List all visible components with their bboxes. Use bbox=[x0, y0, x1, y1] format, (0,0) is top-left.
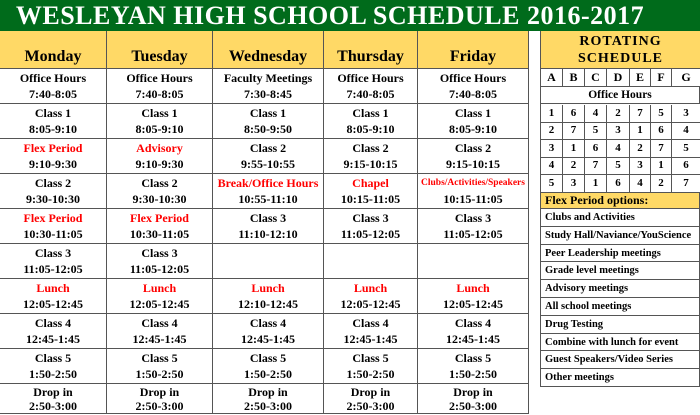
period-time: 11:05-12:05 bbox=[443, 227, 503, 241]
rotating-title-line2: SCHEDULE bbox=[577, 51, 664, 66]
rotation-cell: 1 bbox=[585, 175, 607, 193]
schedule-cell bbox=[324, 209, 418, 244]
period-label: Class 4 bbox=[249, 316, 287, 330]
page-title: WESLEYAN HIGH SCHOOL SCHEDULE 2016-2017 bbox=[0, 0, 700, 31]
flex-option-item: Clubs and Activities bbox=[541, 209, 700, 227]
schedule-cell bbox=[213, 209, 324, 244]
schedule-cell bbox=[324, 104, 418, 139]
period-label: Class 2 bbox=[454, 141, 492, 155]
rotation-cell: 5 bbox=[672, 140, 700, 158]
period-time: 10:15-11:05 bbox=[340, 192, 401, 206]
schedule-cell bbox=[324, 279, 418, 314]
rotation-cell: 7 bbox=[651, 140, 672, 158]
period-label: Class 3 bbox=[454, 211, 492, 225]
period-label: Flex Period bbox=[23, 211, 83, 225]
rotation-cell: 2 bbox=[563, 157, 585, 175]
day-header-tuesday: Tuesday bbox=[107, 31, 213, 69]
schedule-cell bbox=[213, 244, 324, 279]
period-time: 1:50-2:50 bbox=[244, 367, 292, 381]
rotation-cell: 4 bbox=[541, 157, 563, 175]
rotation-row bbox=[541, 140, 700, 158]
schedule-cell bbox=[107, 279, 213, 314]
flex-option-item: Peer Leadership meetings bbox=[541, 245, 700, 263]
rotation-cell: 5 bbox=[585, 122, 607, 140]
schedule-cell bbox=[107, 139, 213, 174]
rotation-cell: 4 bbox=[607, 140, 630, 158]
schedule-cell bbox=[0, 174, 107, 209]
period-label: Class 4 bbox=[141, 316, 178, 330]
period-time: 9:15-10:15 bbox=[446, 157, 500, 171]
rotation-cell: 4 bbox=[672, 122, 700, 140]
schedule-cell bbox=[324, 314, 418, 349]
period-label: Class 5 bbox=[34, 351, 72, 365]
period-time: 11:05-12:05 bbox=[23, 262, 83, 276]
period-time: 12:05-12:45 bbox=[340, 297, 401, 311]
period-label: Faculty Meetings bbox=[223, 71, 313, 85]
period-time: 12:10-12:45 bbox=[238, 297, 298, 311]
rotation-cell: 2 bbox=[607, 105, 630, 123]
period-time: 8:05-9:10 bbox=[135, 122, 184, 136]
period-label: Drop in bbox=[453, 385, 493, 399]
rotation-cell: 1 bbox=[563, 140, 585, 158]
schedule-cell bbox=[0, 244, 107, 279]
period-time: 7:30-8:45 bbox=[244, 87, 292, 101]
flex-option-item: Advisory meetings bbox=[541, 280, 700, 298]
day-header-monday: Monday bbox=[0, 31, 107, 69]
schedule-cell bbox=[324, 244, 418, 279]
period-time: 9:30-10:30 bbox=[26, 192, 80, 206]
period-time: 7:40-8:05 bbox=[29, 87, 77, 101]
period-time: 12:45-1:45 bbox=[241, 332, 295, 346]
period-time: 2:50-3:00 bbox=[135, 399, 184, 413]
period-time: 10:55-11:10 bbox=[238, 192, 298, 206]
rotation-cell: 4 bbox=[585, 105, 607, 123]
day-header-thursday: Thursday bbox=[324, 31, 418, 69]
flex-option-item: Other meetings bbox=[541, 369, 700, 387]
flex-option-item: Drug Testing bbox=[541, 316, 700, 334]
period-time: 12:45-1:45 bbox=[132, 332, 187, 346]
rotation-cell: 2 bbox=[630, 140, 651, 158]
rotation-cell: 3 bbox=[563, 175, 585, 193]
rotation-cell: 6 bbox=[585, 140, 607, 158]
schedule-cell bbox=[418, 314, 529, 349]
period-label: Drop in bbox=[33, 385, 73, 399]
period-label: Flex Period bbox=[23, 141, 83, 155]
schedule-cell bbox=[418, 139, 529, 174]
period-time: 9:30-10:30 bbox=[132, 192, 187, 206]
schedule-cell bbox=[324, 174, 418, 209]
period-time: 10:30-11:05 bbox=[23, 227, 83, 241]
period-label: Drop in bbox=[350, 385, 391, 399]
flex-option-item: Combine with lunch for event bbox=[541, 334, 700, 352]
rotation-letters-row bbox=[541, 69, 700, 87]
rotation-cell: 4 bbox=[630, 175, 651, 193]
rotation-letter: B bbox=[563, 69, 585, 87]
period-label: Drop in bbox=[248, 385, 288, 399]
period-label: Class 3 bbox=[141, 246, 178, 260]
period-time: 7:40-8:05 bbox=[449, 87, 497, 101]
period-label: Class 1 bbox=[249, 106, 287, 120]
office-hours-row: Office Hours bbox=[541, 87, 700, 104]
flex-option-item: Study Hall/Naviance/YouScience bbox=[541, 227, 700, 245]
rotation-row bbox=[541, 122, 700, 140]
period-label: Class 3 bbox=[249, 211, 287, 225]
period-label: Class 2 bbox=[352, 141, 389, 155]
flex-options-header: Flex Period options: bbox=[541, 192, 700, 209]
period-time: 7:40-8:05 bbox=[346, 87, 395, 101]
period-time: 2:50-3:00 bbox=[346, 399, 395, 413]
period-label: Class 5 bbox=[141, 351, 178, 365]
period-label: Break/Office Hours bbox=[217, 176, 319, 190]
schedule-cell bbox=[107, 69, 213, 104]
schedule-cell bbox=[213, 139, 324, 174]
period-time: 2:50-3:00 bbox=[29, 399, 77, 413]
period-label: Office Hours bbox=[19, 71, 87, 85]
schedule-cell bbox=[107, 174, 213, 209]
schedule-cell bbox=[213, 349, 324, 384]
period-label: Class 1 bbox=[34, 106, 72, 120]
schedule-cell bbox=[418, 384, 529, 414]
rotation-cell: 7 bbox=[672, 175, 700, 193]
schedule-cell bbox=[0, 384, 107, 414]
period-time: 8:05-9:10 bbox=[346, 122, 395, 136]
rotation-letter: D bbox=[607, 69, 630, 87]
schedule-cell bbox=[107, 209, 213, 244]
schedule-cell bbox=[418, 104, 529, 139]
period-time: 7:40-8:05 bbox=[135, 87, 184, 101]
rotation-cell: 6 bbox=[607, 175, 630, 193]
schedule-cell bbox=[418, 244, 529, 279]
period-label: Class 3 bbox=[352, 211, 389, 225]
period-label: Class 4 bbox=[454, 316, 492, 330]
period-label: Lunch bbox=[456, 281, 490, 295]
schedule-cell bbox=[213, 104, 324, 139]
rotation-cell: 2 bbox=[541, 122, 563, 140]
period-time: 12:05-12:45 bbox=[23, 297, 83, 311]
schedule-cell bbox=[324, 384, 418, 414]
period-label: Class 2 bbox=[249, 141, 287, 155]
period-label: Flex Period bbox=[130, 211, 189, 225]
rotation-letter: G bbox=[672, 69, 700, 87]
rotation-cell: 1 bbox=[541, 105, 563, 123]
period-time: 11:10-12:10 bbox=[238, 227, 298, 241]
period-time: 1:50-2:50 bbox=[135, 367, 184, 381]
schedule-cell bbox=[0, 69, 107, 104]
schedule-cell bbox=[213, 314, 324, 349]
period-label: Class 2 bbox=[34, 176, 72, 190]
period-time: 9:10-9:30 bbox=[29, 157, 77, 171]
schedule-cell bbox=[213, 174, 324, 209]
rotation-cell: 5 bbox=[651, 105, 672, 123]
schedule-cell bbox=[418, 174, 529, 209]
day-header-friday: Friday bbox=[418, 31, 529, 69]
schedule-cell bbox=[213, 279, 324, 314]
schedule-cell bbox=[324, 69, 418, 104]
period-time: 10:15-11:05 bbox=[443, 192, 503, 206]
flex-option-item: All school meetings bbox=[541, 298, 700, 316]
period-label: Lunch bbox=[36, 281, 70, 295]
rotation-cell: 2 bbox=[651, 175, 672, 193]
rotation-letter: E bbox=[630, 69, 651, 87]
period-label: Clubs/Activities/Speakers bbox=[421, 178, 525, 188]
rotation-letter: C bbox=[585, 69, 607, 87]
schedule-cell bbox=[418, 209, 529, 244]
rotation-cell: 3 bbox=[541, 140, 563, 158]
period-time: 9:15-10:15 bbox=[343, 157, 398, 171]
period-label: Class 5 bbox=[352, 351, 389, 365]
rotation-row bbox=[541, 175, 700, 193]
rotation-cell: 7 bbox=[563, 122, 585, 140]
rotation-cell: 6 bbox=[672, 157, 700, 175]
rotation-cell: 7 bbox=[630, 105, 651, 123]
rotation-letter: F bbox=[651, 69, 672, 87]
period-time: 1:50-2:50 bbox=[449, 367, 497, 381]
period-time: 2:50-3:00 bbox=[244, 399, 292, 413]
schedule-cell bbox=[0, 209, 107, 244]
period-label: Class 5 bbox=[454, 351, 492, 365]
schedule-cell bbox=[107, 384, 213, 414]
schedule-cell bbox=[213, 384, 324, 414]
period-time: 10:30-11:05 bbox=[129, 227, 190, 241]
rotation-cell: 5 bbox=[541, 175, 563, 193]
rotation-cell: 3 bbox=[672, 105, 700, 123]
schedule-cell bbox=[213, 69, 324, 104]
period-label: Class 1 bbox=[141, 106, 178, 120]
schedule-cell bbox=[324, 349, 418, 384]
period-label: Office Hours bbox=[126, 71, 193, 85]
rotation-cell: 6 bbox=[563, 105, 585, 123]
rotation-row bbox=[541, 105, 700, 123]
rotating-title-line1: ROTATING bbox=[579, 34, 662, 49]
period-time: 1:50-2:50 bbox=[29, 367, 77, 381]
rotation-cell: 7 bbox=[585, 157, 607, 175]
schedule-cell bbox=[0, 314, 107, 349]
period-label: Office Hours bbox=[337, 71, 404, 85]
period-label: Advisory bbox=[136, 141, 183, 155]
rotation-letter: A bbox=[541, 69, 563, 87]
period-label: Class 2 bbox=[141, 176, 178, 190]
period-label: Class 4 bbox=[352, 316, 389, 330]
period-time: 12:45-1:45 bbox=[446, 332, 500, 346]
period-time: 9:10-9:30 bbox=[135, 157, 184, 171]
period-label: Class 1 bbox=[352, 106, 389, 120]
period-time: 8:50-9:50 bbox=[244, 122, 292, 136]
schedule-cell bbox=[418, 349, 529, 384]
schedule-cell bbox=[418, 279, 529, 314]
rotation-cell: 1 bbox=[651, 157, 672, 175]
period-time: 8:05-9:10 bbox=[449, 122, 497, 136]
weekly-schedule-grid bbox=[0, 31, 529, 415]
schedule-cell bbox=[0, 279, 107, 314]
period-time: 12:45-1:45 bbox=[343, 332, 398, 346]
rotation-cell: 3 bbox=[607, 122, 630, 140]
period-label: Lunch bbox=[142, 281, 177, 295]
period-label: Drop in bbox=[139, 385, 180, 399]
period-label: Lunch bbox=[251, 281, 285, 295]
rotation-row bbox=[541, 157, 700, 175]
schedule-cell bbox=[107, 349, 213, 384]
period-time: 11:05-12:05 bbox=[340, 227, 401, 241]
rotating-schedule bbox=[540, 31, 700, 387]
schedule-cell bbox=[0, 349, 107, 384]
rotating-schedule-header bbox=[541, 31, 700, 69]
schedule-cell bbox=[0, 104, 107, 139]
flex-option-item: Guest Speakers/Video Series bbox=[541, 351, 700, 369]
period-time: 1:50-2:50 bbox=[346, 367, 395, 381]
schedule-cell bbox=[107, 104, 213, 139]
schedule-cell bbox=[107, 244, 213, 279]
day-header-wednesday: Wednesday bbox=[213, 31, 324, 69]
period-time: 12:05-12:45 bbox=[443, 297, 503, 311]
period-label: Lunch bbox=[353, 281, 388, 295]
period-label: Office Hours bbox=[439, 71, 507, 85]
period-label: Chapel bbox=[352, 176, 389, 190]
period-time: 12:05-12:45 bbox=[129, 297, 190, 311]
period-time: 8:05-9:10 bbox=[29, 122, 77, 136]
schedule-cell bbox=[418, 69, 529, 104]
period-time: 9:55-10:55 bbox=[241, 157, 295, 171]
period-time: 11:05-12:05 bbox=[129, 262, 190, 276]
period-time: 12:45-1:45 bbox=[26, 332, 80, 346]
period-time: 2:50-3:00 bbox=[449, 399, 497, 413]
schedule-cell bbox=[0, 139, 107, 174]
rotation-cell: 1 bbox=[630, 122, 651, 140]
period-label: Class 1 bbox=[454, 106, 492, 120]
rotation-cell: 6 bbox=[651, 122, 672, 140]
period-label: Class 5 bbox=[249, 351, 287, 365]
flex-option-item: Grade level meetings bbox=[541, 262, 700, 280]
schedule-cell bbox=[107, 314, 213, 349]
period-label: Class 3 bbox=[34, 246, 72, 260]
schedule-cell bbox=[324, 139, 418, 174]
period-label: Class 4 bbox=[34, 316, 72, 330]
rotation-cell: 3 bbox=[630, 157, 651, 175]
rotation-cell: 5 bbox=[607, 157, 630, 175]
